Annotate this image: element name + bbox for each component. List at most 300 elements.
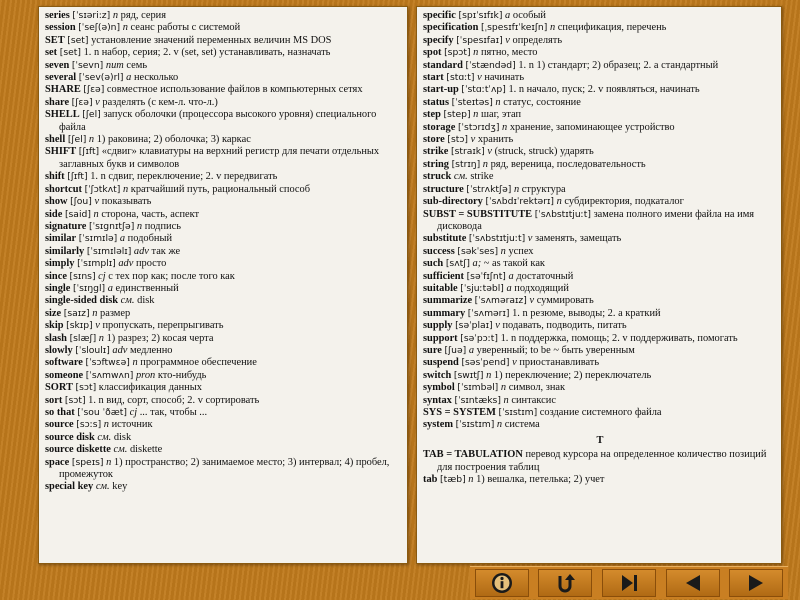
headword: SUBST = SUBSTITUTE xyxy=(423,208,533,220)
part-of-speech: n xyxy=(549,22,556,34)
dictionary-entry xyxy=(423,271,777,283)
transcription: [ʃɪft] xyxy=(67,171,88,183)
headword: system xyxy=(423,419,454,431)
part-of-speech: см. xyxy=(120,295,135,307)
transcription: [spɪˈsɪfɪk] xyxy=(458,10,503,21)
dictionary-entry xyxy=(423,345,777,357)
left-column-page xyxy=(38,6,408,564)
definition: статус, состояние xyxy=(503,96,581,108)
headword: start-up xyxy=(423,84,459,96)
dictionary-entry xyxy=(45,444,403,456)
headword: several xyxy=(45,72,77,84)
dictionary-entry xyxy=(45,271,403,283)
transcription: [ˈspesɪfaɪ] xyxy=(456,34,503,46)
part-of-speech: n xyxy=(556,196,562,208)
headword: start xyxy=(423,72,444,84)
forward-button[interactable] xyxy=(729,569,783,597)
definition: субдиректория, подкаталог xyxy=(564,196,684,208)
transcription: [ˈsevn] xyxy=(71,59,104,71)
definition: 1. n вид, сорт, способ; 2. v сортировать xyxy=(88,394,260,406)
dictionary-entry xyxy=(45,196,403,208)
part-of-speech: a xyxy=(119,233,126,245)
definition: запуск оболочки (процессора высокого уровня) специального файла xyxy=(59,109,377,133)
definition: замена полного имени файла на имя дисковода xyxy=(437,208,755,232)
part-of-speech: n xyxy=(88,134,95,146)
definition: подпись xyxy=(144,220,181,232)
transcription: [spɔt] xyxy=(444,47,471,59)
headword: tab xyxy=(423,474,438,486)
definition: key xyxy=(112,481,128,493)
headword: sub-directory xyxy=(423,196,483,208)
definition: символ, знак xyxy=(508,382,566,394)
part-of-speech: v xyxy=(470,134,476,146)
part-of-speech: num xyxy=(105,59,124,71)
transcription: [ˈstɔrɪdʒ] xyxy=(457,121,500,133)
transcription: [ˈsjuːtəbl] xyxy=(460,282,504,294)
transcription: [step] xyxy=(443,109,471,121)
transcription: [set] xyxy=(67,34,89,46)
transcription: [səsˈpend] xyxy=(461,357,510,369)
dictionary-entry xyxy=(423,357,777,369)
definition: 1. n набор, серия; 2. v (set, set) устанавливать, назначать xyxy=(83,47,331,59)
headword: SORT xyxy=(45,382,73,394)
dictionary-entry xyxy=(423,84,777,96)
transcription: [sɪns] xyxy=(69,270,96,282)
headword: switch xyxy=(423,369,452,381)
part-of-speech: a xyxy=(107,282,113,294)
transcription: [ʃou] xyxy=(70,196,92,208)
left-entries xyxy=(39,7,407,494)
definition: программное обеспечение xyxy=(140,357,257,369)
transcription: [ˌspesɪfɪˈkeɪʃn] xyxy=(481,22,548,34)
definition: disk xyxy=(113,431,132,443)
dictionary-entry xyxy=(45,457,403,482)
definition: 1) вешалка, петелька; 2) учет xyxy=(476,474,605,486)
headword: signature xyxy=(45,220,87,232)
definition: структура xyxy=(521,183,566,195)
part-of-speech: a xyxy=(508,270,514,282)
transcription: [ˈsteɪtəs] xyxy=(451,96,493,108)
definition: источник xyxy=(111,419,153,431)
dictionary-entry xyxy=(423,146,777,158)
definition: единственный xyxy=(115,282,179,294)
definition: подавать, подводить, питать xyxy=(502,320,627,332)
definition: хранить xyxy=(477,134,514,146)
definition: 1) разрез; 2) косая черта xyxy=(106,332,214,344)
headword: side xyxy=(45,208,63,220)
definition: подходящий xyxy=(514,282,569,294)
headword: session xyxy=(45,22,76,34)
headword: someone xyxy=(45,369,84,381)
headword: source diskette xyxy=(45,444,111,456)
transcription: [ˈstɑːtˈʌp] xyxy=(461,84,506,96)
transcription: [ʃɛə] xyxy=(71,96,93,108)
definition: disk xyxy=(137,295,155,307)
transcription: [ˈsɪgnɪtʃə] xyxy=(88,220,135,232)
definition: перевод курсора на определенное количество позиций для построения таблиц xyxy=(437,449,767,473)
dictionary-entry xyxy=(423,233,777,245)
transcription: [ˈstrʌktʃə] xyxy=(466,183,512,195)
headword: share xyxy=(45,96,70,108)
part-of-speech: v xyxy=(529,295,535,307)
headword: success xyxy=(423,245,455,257)
return-icon xyxy=(553,571,577,595)
transcription: [ˈsev(ə)rl] xyxy=(78,72,124,84)
headword: special key xyxy=(45,481,94,493)
skip-to-end-icon xyxy=(617,571,641,595)
definition: с тех пор как; после того как xyxy=(108,270,235,282)
definition: ряд, серия xyxy=(120,10,166,21)
info-icon xyxy=(490,571,514,595)
transcription: [said] xyxy=(64,208,91,220)
part-of-speech: n xyxy=(473,109,479,121)
definition: (struck, struck) ударять xyxy=(494,146,594,158)
transcription: [ˈsɪstɪm] xyxy=(455,419,495,431)
headword: space xyxy=(45,456,70,468)
headword: series xyxy=(45,10,70,21)
headword: status xyxy=(423,96,449,108)
part-of-speech: v xyxy=(505,34,510,46)
dictionary-entry xyxy=(45,35,403,47)
part-of-speech: n xyxy=(496,419,503,431)
dictionary-entry xyxy=(423,22,777,34)
definition: 1) переключение; 2) переключатель xyxy=(493,369,652,381)
headword: SHELL xyxy=(45,109,80,121)
headword: set xyxy=(45,47,58,59)
transcription: [ˈsʌbstɪtjuːt] xyxy=(468,233,526,245)
headword: summarize xyxy=(423,295,473,307)
dictionary-entry xyxy=(45,308,403,320)
transcription: [slæʃ] xyxy=(69,332,97,344)
definition: спецификация, перечень xyxy=(557,22,667,34)
headword: SHARE xyxy=(45,84,81,96)
part-of-speech: cj xyxy=(98,270,106,282)
headword: show xyxy=(45,196,68,208)
dictionary-entry xyxy=(45,22,403,34)
headword: specification xyxy=(423,22,479,34)
definition: несколько xyxy=(133,72,179,84)
transcription: [stɑːt] xyxy=(446,72,475,84)
definition: 1) раковина; 2) оболочка; 3) каркас xyxy=(96,134,251,146)
headword: struck xyxy=(423,171,452,183)
part-of-speech: см. xyxy=(453,171,468,183)
dictionary-entry xyxy=(45,10,403,22)
headword: slowly xyxy=(45,344,73,356)
headword: suitable xyxy=(423,282,458,294)
headword: similar xyxy=(45,233,77,245)
transcription: [ˈsɪstɪm] xyxy=(498,407,538,418)
part-of-speech: a xyxy=(468,344,475,356)
dictionary-entry xyxy=(45,84,403,96)
dictionary-entry xyxy=(423,109,777,121)
definition: медленно xyxy=(130,344,173,356)
definition: начинать xyxy=(484,72,525,84)
definition: особый xyxy=(512,10,546,21)
transcription: [ˈsʌməraɪz] xyxy=(474,295,527,307)
definition: шаг, этап xyxy=(480,109,522,121)
dictionary-entry xyxy=(423,333,777,345)
part-of-speech: adv xyxy=(133,245,149,257)
part-of-speech: n xyxy=(482,158,488,170)
dictionary-entry xyxy=(45,419,403,431)
transcription: [səkˈses] xyxy=(457,245,499,257)
dictionary-entry xyxy=(45,109,403,134)
headword: single-sided disk xyxy=(45,295,119,307)
dictionary-entry xyxy=(423,97,777,109)
part-of-speech: n xyxy=(112,10,119,21)
headword: shell xyxy=(45,134,66,146)
dictionary-entry xyxy=(423,449,777,474)
definition: определять xyxy=(512,34,563,46)
dictionary-entry xyxy=(45,382,403,394)
definition: так же xyxy=(151,245,181,257)
part-of-speech: n xyxy=(495,96,501,108)
definition: ряд, вереница, последовательность xyxy=(490,158,646,170)
transcription: [ˈsou ˈðæt] xyxy=(77,407,127,418)
headword: sure xyxy=(423,344,442,356)
transcription: [saɪz] xyxy=(63,307,90,319)
headword: sort xyxy=(45,394,63,406)
transcription: [stɔ] xyxy=(447,134,468,146)
part-of-speech: cj xyxy=(129,407,138,418)
headword: suspend xyxy=(423,357,459,369)
transcription: [səˈfɪʃnt] xyxy=(466,270,506,282)
transcription: [ˈsɪəri:z] xyxy=(72,10,111,21)
dictionary-entry xyxy=(423,196,777,208)
return-button[interactable] xyxy=(538,569,592,597)
transcription: [ˈsɪmɪləlɪ] xyxy=(86,245,132,257)
part-of-speech: n xyxy=(468,474,474,486)
part-of-speech: см. xyxy=(113,444,128,456)
part-of-speech: n xyxy=(500,245,506,257)
part-of-speech: n xyxy=(98,332,104,344)
part-of-speech: n xyxy=(92,307,98,319)
part-of-speech: v xyxy=(94,196,100,208)
dictionary-entry xyxy=(423,283,777,295)
part-of-speech: см. xyxy=(97,431,112,443)
transcription: [set] xyxy=(59,47,81,59)
skip-to-end-button[interactable] xyxy=(602,569,656,597)
definition: 1) пространство; 2) занимаемое место; 3) интервал; 4) пробел, промежуток xyxy=(59,456,390,481)
part-of-speech: n xyxy=(502,121,508,133)
transcription: [sɔt] xyxy=(64,394,86,406)
dictionary-entry xyxy=(45,60,403,72)
info-button[interactable] xyxy=(475,569,529,597)
definition: размер xyxy=(100,307,131,319)
headword: slash xyxy=(45,332,67,344)
dictionary-entry xyxy=(45,221,403,233)
part-of-speech: n xyxy=(136,220,143,232)
dictionary-entry xyxy=(423,72,777,84)
definition: diskette xyxy=(129,444,163,456)
definition: 1. n сдвиг, переключение; 2. v передвигать xyxy=(90,171,278,183)
headword: shift xyxy=(45,171,65,183)
dictionary-entry xyxy=(423,474,777,486)
headword: substitute xyxy=(423,233,467,245)
dictionary-entry xyxy=(423,246,777,258)
headword: symbol xyxy=(423,382,455,394)
dictionary-entry xyxy=(423,419,777,431)
dictionary-entry xyxy=(45,134,403,146)
part-of-speech: n xyxy=(486,369,492,381)
part-of-speech: adv xyxy=(118,258,134,270)
right-entries xyxy=(417,7,781,486)
part-of-speech: a; xyxy=(472,258,482,270)
transcription: [ˈsɪmbəl] xyxy=(457,382,499,394)
part-of-speech: см. xyxy=(95,481,110,493)
headword: skip xyxy=(45,320,64,332)
definition: хранение, запоминающее устройство xyxy=(509,121,675,133)
transcription: [straɪk] xyxy=(451,146,485,158)
headword: storage xyxy=(423,121,456,133)
dictionary-entry xyxy=(45,283,403,295)
headword: structure xyxy=(423,183,464,195)
part-of-speech: adv xyxy=(112,344,128,356)
transcription: [ʃel] xyxy=(67,134,87,146)
definition: приостанавливать xyxy=(519,357,600,369)
navigation-bar xyxy=(470,566,788,599)
dictionary-entry xyxy=(423,407,777,419)
definition: создание системного файла xyxy=(539,407,662,418)
definition: пятно, место xyxy=(480,47,538,59)
headword: step xyxy=(423,109,441,121)
part-of-speech: v xyxy=(477,72,482,84)
dictionary-entry xyxy=(45,233,403,245)
part-of-speech: a xyxy=(505,10,511,21)
dictionary-entry xyxy=(45,146,403,171)
definition: strike xyxy=(470,171,494,183)
headword: supply xyxy=(423,320,453,332)
definition: показывать xyxy=(101,196,152,208)
transcription: [ˈsloulɪ] xyxy=(75,344,110,356)
dictionary-entry xyxy=(45,209,403,221)
headword: syntax xyxy=(423,394,452,406)
transcription: [sɔːs] xyxy=(76,419,102,431)
part-of-speech: v xyxy=(512,357,517,369)
headword: string xyxy=(423,158,449,170)
transcription: [sʌtʃ] xyxy=(445,258,470,270)
transcription: [ʃel] xyxy=(82,109,101,121)
headword: SHIFT xyxy=(45,146,77,158)
transcription: [tæb] xyxy=(440,474,466,486)
part-of-speech: v xyxy=(527,233,533,245)
dictionary-entry xyxy=(45,295,403,307)
dictionary-entry xyxy=(45,320,403,332)
dictionary-entry xyxy=(45,345,403,357)
dictionary-entry xyxy=(45,395,403,407)
headword: so that xyxy=(45,407,75,418)
part-of-speech: pron xyxy=(135,369,156,381)
part-of-speech: n xyxy=(513,183,520,195)
dictionary-entry xyxy=(45,97,403,109)
dictionary-entry xyxy=(423,382,777,394)
dictionary-entry xyxy=(45,246,403,258)
part-of-speech: v xyxy=(487,146,492,158)
part-of-speech: n xyxy=(103,419,109,431)
definition: совместное использование файлов в компьютерных сетях xyxy=(106,84,363,96)
transcription: [ˈsɪmɪlə] xyxy=(78,233,118,245)
headword: strike xyxy=(423,146,449,158)
part-of-speech: v xyxy=(95,320,100,332)
transcription: [ˈseʃ(ə)n] xyxy=(78,22,121,34)
dictionary-entry xyxy=(423,320,777,332)
transcription: [ˈsɪntæks] xyxy=(454,394,501,406)
definition: достаточный xyxy=(516,270,574,282)
transcription: [speɪs] xyxy=(71,456,104,468)
part-of-speech: n xyxy=(122,183,129,195)
transcription: [ˈsʌbdɪˈrektərɪ] xyxy=(485,196,554,208)
headword: single xyxy=(45,282,71,294)
back-icon xyxy=(681,571,705,595)
dictionary-entry xyxy=(45,47,403,59)
part-of-speech: v xyxy=(95,96,100,108)
definition: сеанс работы с системой xyxy=(130,22,241,34)
forward-icon xyxy=(744,571,768,595)
definition: просто xyxy=(135,258,167,270)
transcription: [ˈsʌmərɪ] xyxy=(467,307,510,319)
dictionary-entry xyxy=(423,47,777,59)
dictionary-entry xyxy=(45,171,403,183)
definition: пропускать, перепрыгивать xyxy=(102,320,224,332)
transcription: [ˈʃɔtkʌt] xyxy=(84,183,121,195)
dictionary-entry xyxy=(423,159,777,171)
transcription: [skɪp] xyxy=(66,320,93,332)
definition: установление значений переменных величин MS DOS xyxy=(91,34,332,46)
right-column-page xyxy=(416,6,782,564)
headword: seven xyxy=(45,59,70,71)
definition: синтаксис xyxy=(511,394,556,406)
headword: spot xyxy=(423,47,442,59)
dictionary-entry xyxy=(45,481,403,493)
headword: SET xyxy=(45,34,65,46)
part-of-speech: n xyxy=(122,22,128,34)
definition: кто-нибудь xyxy=(157,369,207,381)
headword: shortcut xyxy=(45,183,82,195)
part-of-speech: n xyxy=(473,47,479,59)
definition: заменять, замещать xyxy=(535,233,622,245)
back-button[interactable] xyxy=(666,569,720,597)
dictionary-entry xyxy=(423,60,777,72)
part-of-speech: n xyxy=(503,394,509,406)
transcription: [səˈplaɪ] xyxy=(455,320,493,332)
dictionary-entry xyxy=(45,333,403,345)
transcription: [səˈpɔːt] xyxy=(460,332,498,344)
dictionary-entry xyxy=(45,357,403,369)
section-letter: T xyxy=(596,434,604,446)
definition: разделять (с кем-л. что-л.) xyxy=(102,96,218,108)
headword: specify xyxy=(423,34,454,46)
definition: ... так, чтобы ... xyxy=(139,407,208,418)
headword: SYS = SYSTEM xyxy=(423,407,496,418)
dictionary-entry xyxy=(45,184,403,196)
definition: сторона, часть, аспект xyxy=(101,208,200,220)
definition: система xyxy=(504,419,540,431)
dictionary-entry xyxy=(423,171,777,183)
definition: «сдвиг» клавиатуры на верхний регистр для печати отдельных заглавных букв и символов xyxy=(59,146,380,170)
headword: such xyxy=(423,258,444,270)
dictionary-entry xyxy=(423,35,777,47)
definition: подобный xyxy=(127,233,172,245)
headword: similarly xyxy=(45,245,85,257)
part-of-speech: n xyxy=(93,208,99,220)
definition: 1. n 1) стандарт; 2) образец; 2. a стандартный xyxy=(518,59,719,71)
transcription: [ʃɛə] xyxy=(83,84,105,96)
transcription: [strɪŋ] xyxy=(451,158,481,170)
headword: source xyxy=(45,419,74,431)
dictionary-entry xyxy=(423,370,777,382)
definition: 1. n поддержка, помощь; 2. v поддерживать, помогать xyxy=(500,332,738,344)
definition: классификация данных xyxy=(98,382,202,394)
